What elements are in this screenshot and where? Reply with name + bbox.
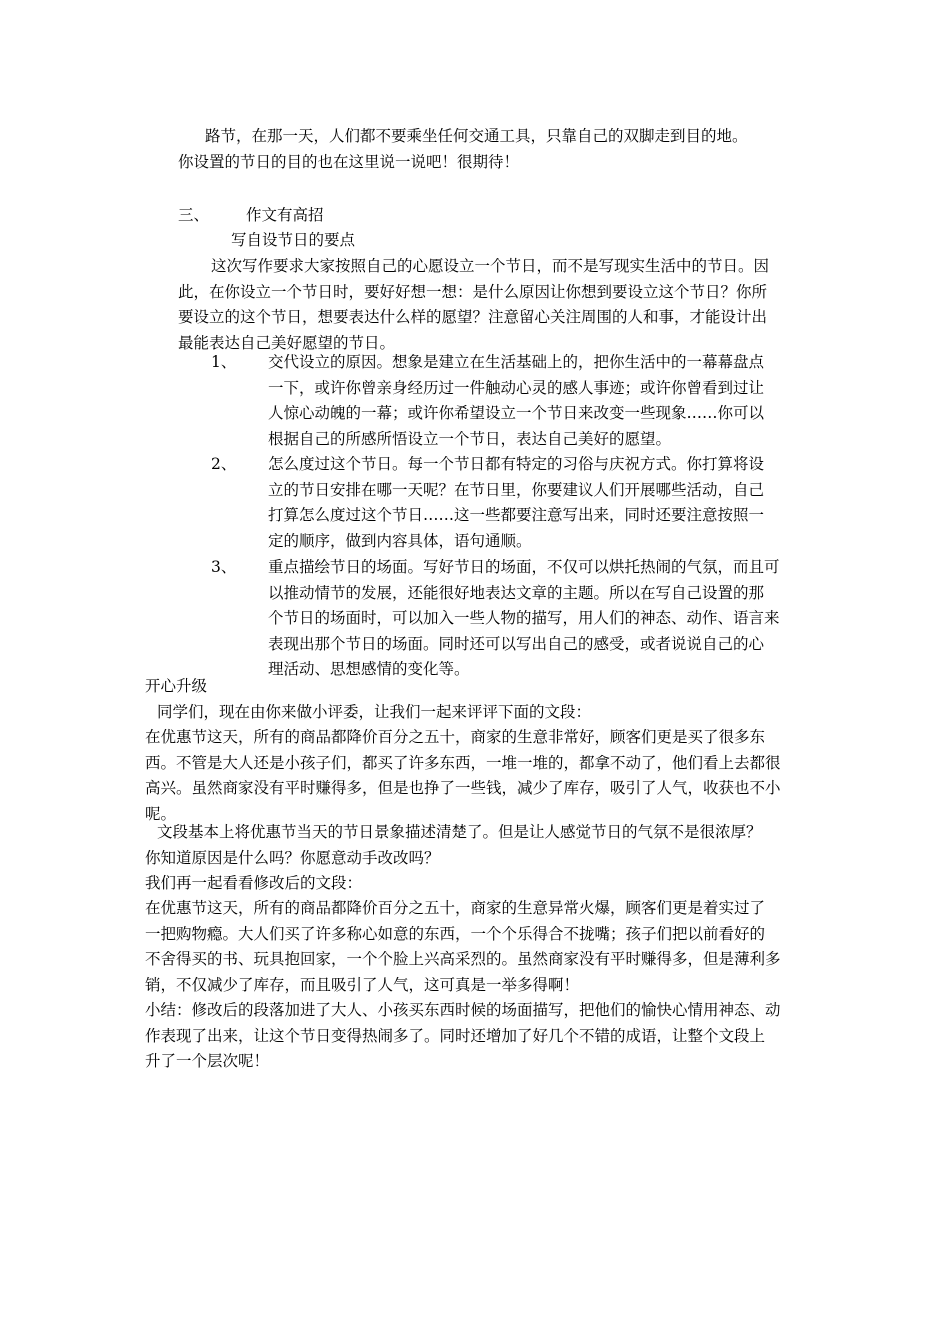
upgrade-title: 开心升级 — [145, 677, 208, 695]
item-number: 2、 — [211, 455, 237, 473]
comment-passage: 文段基本上将优惠节当天的节日景象描述清楚了。但是让人感觉节日的气氛不是很浓厚？ 你知道原因是什么吗？你愿意动手改改吗？ — [145, 823, 762, 867]
upgrade-intro: 同学们，现在由你来做小评委，让我们一起来评评下面的文段： — [157, 703, 592, 721]
intro-line-2: 你设置的节日的目的也在这里说一说吧！很期待！ — [178, 153, 520, 171]
original-passage: 在优惠节这天，所有的商品都降价百分之五十，商家的生意非常好，顾客们更是买了很多东 西。不管是大人还是小孩子们，都买了许多东西，一堆一堆的，都拿不动了，他们看上去都很 高兴。虽然商家没有平时赚得多，但是也挣了一些钱，减少了库存，吸引了人气，收获也不小 呢。 — [145, 728, 781, 823]
section-subtitle: 写自设节日的要点 — [231, 231, 356, 249]
revised-passage: 在优惠节这天，所有的商品都降价百分之五十，商家的生意异常火爆，顾客们更是着实过了 一把购物瘾。大人们买了许多称心如意的东西，一个个乐得合不拢嘴；孩子们把以前看好的 不舍得买的书、玩具抱回家，一个个脸上兴高采烈的。虽然商家没有平时赚得多，但是薄利多 销，不仅减少了库存，而且吸引了人气，这可真是一举多得啊！ — [145, 899, 781, 994]
item-text: 重点描绘节日的场面。写好节日的场面，不仅可以烘托热闹的气氛，而且可 以推动情节的发展，还能很好地表达文章的主题。所以在写自己设置的那 个节日的场面时，可以加入一些人物的描写，用人们的神态、动作、语言来 表现出那个节日的场面。同时还可以写出自己的感受，或者说说自己的心 理活动、思想感情的变化等。 — [268, 558, 780, 678]
intro-line-1: 路节，在那一天，人们都不要乘坐任何交通工具，只靠自己的双脚走到目的地。 — [205, 127, 748, 145]
section-title: 作文有高招 — [246, 206, 324, 224]
section-paragraph: 这次写作要求大家按照自己的心愿设立一个节日，而不是写现实生活中的节日。因 此，在你设立一个节日时，要好好想一想：是什么原因让你想到要设立这个节日？你所 要设立的这个节日，想要表达什么样的愿望？注意留心关注周围的人和事，才能设计出 最能表达自己美好愿望的节日。 — [178, 257, 770, 352]
item-text: 怎么度过这个节日。每一个节日都有特定的习俗与庆祝方式。你打算将设 立的节日安排在哪一天呢？在节日里，你要建议人们开展哪些活动，自己 打算怎么度过这个节日……这一些都要注意写出来，同时还要注意按照一 定的顺序，做到内容具体，语句通顺。 — [268, 455, 765, 550]
item-text: 交代设立的原因。想象是建立在生活基础上的，把你生活中的一幕幕盘点 一下，或许你曾亲身经历过一件触动心灵的感人事迹；或许你曾看到过让 人惊心动魄的一幕；或许你希望设立一个节日来改变一些现象……你可以 根据自己的所感所悟设立一个节日，表达自己美好的愿望。 — [268, 353, 765, 448]
summary-passage: 小结：修改后的段落加进了大人、小孩买东西时候的场面描写，把他们的愉快心情用神态、动 作表现了出来，让这个节日变得热闹多了。同时还增加了好几个不错的成语，让整个文段上 升了一个层次呢！ — [145, 1001, 781, 1070]
item-number: 3、 — [211, 558, 237, 576]
revised-intro: 我们再一起看看修改后的文段： — [145, 874, 363, 892]
section-number: 三、 — [178, 206, 210, 224]
item-number: 1、 — [211, 353, 237, 371]
